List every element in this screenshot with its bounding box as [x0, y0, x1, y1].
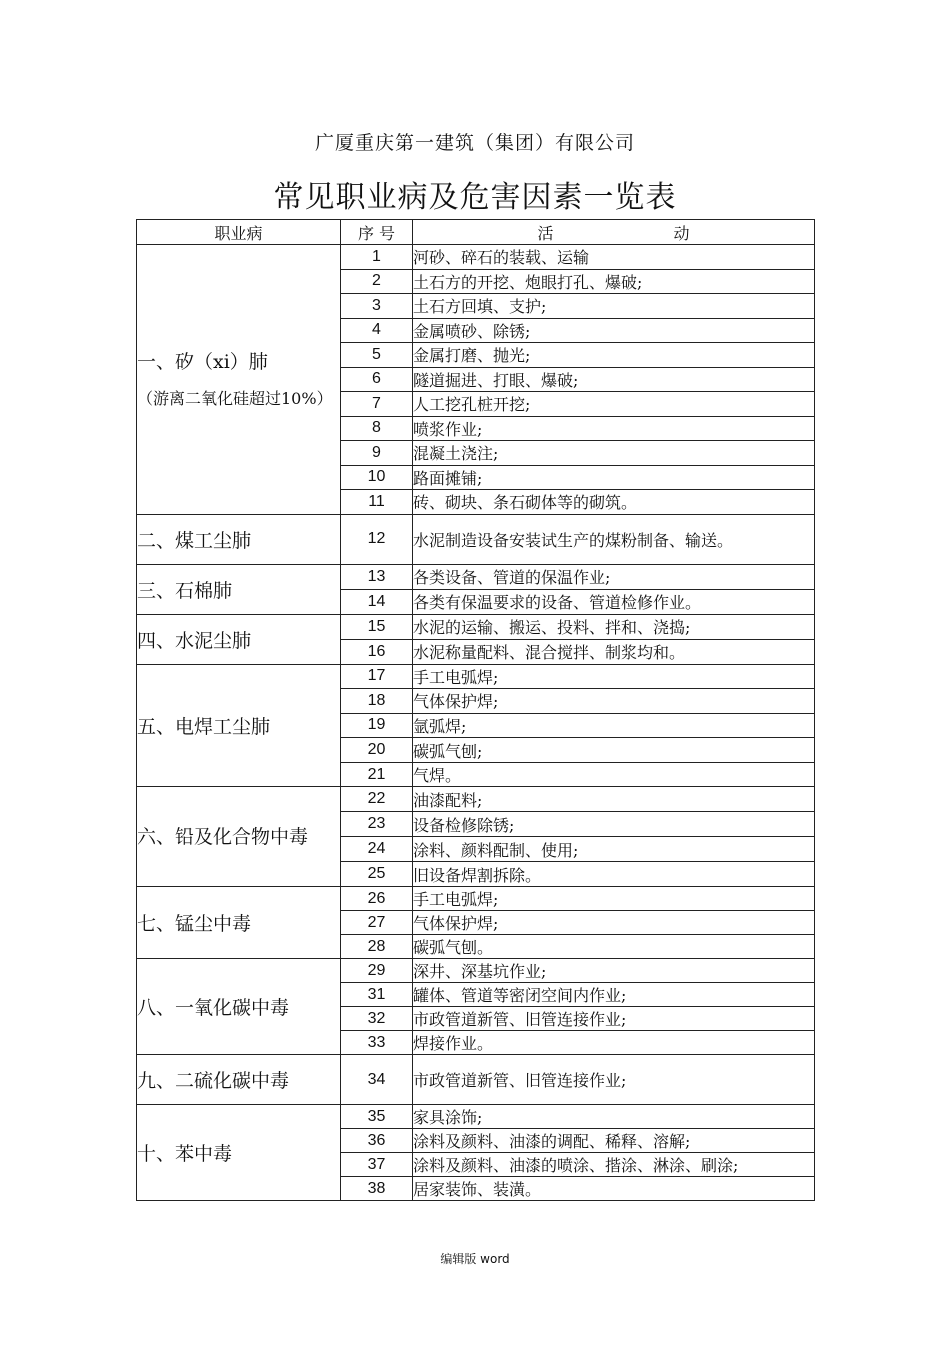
activity-text: 碳弧气刨。 [413, 935, 815, 959]
disease-note: （游离二氧化硅超过10%） [137, 388, 333, 408]
table-row [137, 564, 815, 589]
row-number: 32 [341, 1007, 413, 1031]
row-number: 29 [341, 959, 413, 983]
row-number: 16 [341, 639, 413, 664]
activity-text: 市政管道新管、旧管连接作业; [413, 1007, 815, 1031]
activity-text: 手工电弧焊; [413, 887, 815, 911]
company-name: 广厦重庆第一建筑（集团）有限公司 [314, 132, 635, 154]
disease-label: 九、二硫化碳中毒 [137, 1070, 290, 1093]
activity-text: 混凝土浇注; [413, 441, 815, 466]
activity-text: 喷浆作业; [413, 416, 815, 441]
row-number: 13 [341, 564, 413, 589]
disease-name [137, 245, 341, 515]
row-number: 24 [341, 837, 413, 862]
table-row [137, 959, 815, 983]
header-seq: 序 号 [341, 220, 413, 245]
row-number: 17 [341, 664, 413, 689]
row-number: 3 [341, 294, 413, 319]
activity-text: 气焊。 [413, 762, 815, 787]
row-number: 22 [341, 787, 413, 812]
row-number: 4 [341, 318, 413, 343]
activity-text: 氩弧焊; [413, 713, 815, 738]
disease-name [137, 514, 341, 564]
row-number: 23 [341, 812, 413, 837]
row-number: 8 [341, 416, 413, 441]
activity-text: 土石方回填、支护; [413, 294, 815, 319]
disease-label: 五、电焊工尘肺 [137, 715, 271, 738]
row-number: 31 [341, 983, 413, 1007]
table-row [137, 1105, 815, 1129]
activity-text: 手工电弧焊; [413, 664, 815, 689]
row-number: 15 [341, 614, 413, 639]
disease-name [137, 887, 341, 959]
activity-text: 隧道掘进、打眼、爆破; [413, 367, 815, 392]
header-activity-char-1: 活 [537, 223, 554, 243]
activity-text: 水泥制造设备安装试生产的煤粉制备、输送。 [413, 514, 815, 564]
activity-text: 各类有保温要求的设备、管道检修作业。 [413, 589, 815, 614]
disease-label: 十、苯中毒 [137, 1143, 233, 1166]
activity-text: 油漆配料; [413, 787, 815, 812]
activity-text: 水泥的运输、搬运、投料、拌和、浇捣; [413, 614, 815, 639]
activity-text: 河砂、碎石的装载、运输 [413, 245, 815, 270]
row-number: 18 [341, 689, 413, 714]
row-number: 2 [341, 269, 413, 294]
activity-text: 旧设备焊割拆除。 [413, 862, 815, 887]
header-activity-char-2: 动 [673, 223, 690, 243]
row-number: 14 [341, 589, 413, 614]
table-row [137, 664, 815, 689]
disease-label: 七、锰尘中毒 [137, 913, 252, 936]
table-row [137, 887, 815, 911]
row-number: 25 [341, 862, 413, 887]
row-number: 27 [341, 911, 413, 935]
activity-text: 人工挖孔桩开挖; [413, 392, 815, 417]
disease-name [137, 787, 341, 887]
disease-label: 一、矽（xi）肺 [137, 350, 268, 373]
activity-text: 金属喷砂、除锈; [413, 318, 815, 343]
row-number: 36 [341, 1129, 413, 1153]
row-number: 9 [341, 441, 413, 466]
activity-text: 气体保护焊; [413, 911, 815, 935]
activity-text: 焊接作业。 [413, 1031, 815, 1055]
activity-text: 砖、砌块、条石砌体等的砌筑。 [413, 490, 815, 515]
activity-text: 罐体、管道等密闭空间内作业; [413, 983, 815, 1007]
row-number: 10 [341, 465, 413, 490]
row-number: 7 [341, 392, 413, 417]
row-number: 12 [341, 514, 413, 564]
disease-label: 八、一氧化碳中毒 [137, 997, 290, 1020]
row-number: 21 [341, 762, 413, 787]
row-number: 19 [341, 713, 413, 738]
disease-name [137, 564, 341, 614]
disease-label: 六、铅及化合物中毒 [137, 825, 309, 848]
activity-text: 深井、深基坑作业; [413, 959, 815, 983]
row-number: 34 [341, 1055, 413, 1105]
activity-text: 路面摊铺; [413, 465, 815, 490]
table-row [137, 245, 815, 270]
activity-text: 水泥称量配料、混合搅拌、制浆均和。 [413, 639, 815, 664]
row-number: 35 [341, 1105, 413, 1129]
row-number: 5 [341, 343, 413, 368]
row-number: 28 [341, 935, 413, 959]
table-row [137, 614, 815, 639]
row-number: 26 [341, 887, 413, 911]
activity-text: 居家装饰、装潢。 [413, 1177, 815, 1201]
activity-text: 设备检修除锈; [413, 812, 815, 837]
disease-name [137, 959, 341, 1055]
occupational-disease-table [136, 219, 815, 1201]
document-title: 常见职业病及危害因素一览表 [273, 180, 677, 215]
disease-label: 四、水泥尘肺 [137, 629, 252, 652]
table-header-row [137, 220, 815, 245]
activity-text: 涂料及颜料、油漆的调配、稀释、溶解; [413, 1129, 815, 1153]
disease-label: 三、石棉肺 [137, 579, 233, 602]
row-number: 11 [341, 490, 413, 515]
activity-text: 涂料及颜料、油漆的喷涂、揩涂、淋涂、刷涂; [413, 1153, 815, 1177]
header-activity [413, 220, 815, 245]
table-row [137, 1055, 815, 1105]
row-number: 6 [341, 367, 413, 392]
row-number: 33 [341, 1031, 413, 1055]
header-disease: 职业病 [137, 220, 341, 245]
row-number: 1 [341, 245, 413, 270]
activity-text: 家具涂饰; [413, 1105, 815, 1129]
disease-name [137, 664, 341, 787]
activity-text: 涂料、颜料配制、使用; [413, 837, 815, 862]
activity-text: 土石方的开挖、炮眼打孔、爆破; [413, 269, 815, 294]
row-number: 37 [341, 1153, 413, 1177]
row-number: 20 [341, 738, 413, 763]
activity-text: 金属打磨、抛光; [413, 343, 815, 368]
disease-name [137, 614, 341, 664]
disease-name [137, 1105, 341, 1201]
page-footer: 编辑版 word [440, 1252, 510, 1266]
table-row [137, 787, 815, 812]
table-row [137, 514, 815, 564]
activity-text: 碳弧气刨; [413, 738, 815, 763]
activity-text: 市政管道新管、旧管连接作业; [413, 1055, 815, 1105]
activity-text: 各类设备、管道的保温作业; [413, 564, 815, 589]
activity-text: 气体保护焊; [413, 689, 815, 714]
row-number: 38 [341, 1177, 413, 1201]
disease-label: 二、煤工尘肺 [137, 529, 252, 552]
disease-name [137, 1055, 341, 1105]
